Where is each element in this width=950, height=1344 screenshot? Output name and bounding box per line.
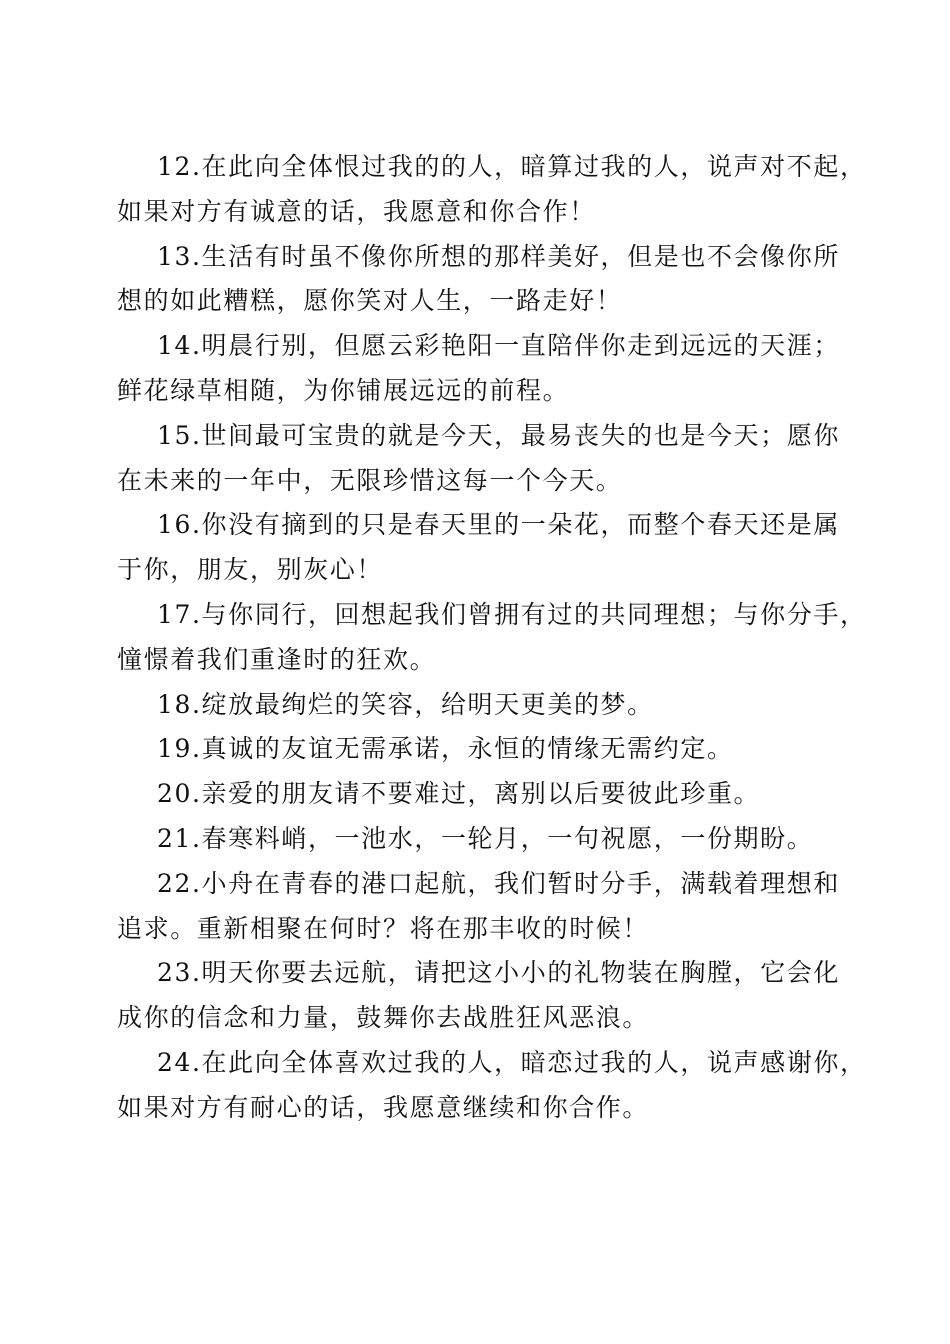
paragraph-line: 在未来的一年中，无限珍惜这每一个今天。: [117, 465, 623, 495]
paragraph-line: 成你的信念和力量，鼓舞你去战胜狂风恶浪。: [117, 1003, 650, 1033]
paragraph-line: 24.在此向全体喜欢过我的人，暗恋过我的人，说声感谢你，: [157, 1047, 867, 1077]
document-page: [117, 145, 867, 1131]
paragraph: [117, 683, 857, 728]
paragraph: [117, 324, 857, 414]
paragraph-line: 鲜花绿草相随，为你铺展远远的前程。: [117, 375, 570, 405]
paragraph-line: 如果对方有诚意的话，我愿意和你合作！: [117, 196, 596, 226]
paragraph-line: 13.生活有时虽不像你所想的那样美好，但是也不会像你所: [157, 241, 840, 271]
paragraph: [117, 503, 857, 593]
paragraph: [117, 145, 867, 235]
paragraph: [117, 235, 857, 325]
paragraph-line: 于你，朋友，别灰心！: [117, 555, 384, 585]
paragraph-line: 追求。重新相聚在何时？将在那丰收的时候！: [117, 913, 650, 943]
paragraph: [117, 772, 857, 817]
paragraph-line: 憧憬着我们重逢时的狂欢。: [117, 644, 437, 674]
paragraph: [117, 951, 857, 1041]
paragraph-line: 22.小舟在青春的港口起航，我们暂时分手，满载着理想和: [157, 868, 840, 898]
paragraph-line: 19.真诚的友谊无需承诺，永恒的情缘无需约定。: [157, 734, 734, 764]
paragraph-line: 21.春寒料峭，一池水，一轮月，一句祝愿，一份期盼。: [157, 823, 814, 853]
paragraph-line: 16.你没有摘到的只是春天里的一朵花，而整个春天还是属: [157, 510, 840, 540]
paragraph-line: 20.亲爱的朋友请不要难过，离别以后要彼此珍重。: [157, 779, 761, 809]
paragraph-line: 23.明天你要去远航，请把这小小的礼物装在胸膛，它会化: [157, 958, 840, 988]
paragraph-line: 18.绽放最绚烂的笑容，给明天更美的梦。: [157, 689, 654, 719]
paragraph-line: 15.世间最可宝贵的就是今天，最易丧失的也是今天；愿你: [157, 420, 840, 450]
paragraph: [117, 727, 857, 772]
paragraph-line: 12.在此向全体恨过我的的人，暗算过我的人，说声对不起，: [157, 152, 867, 181]
paragraph-line: 17.与你同行，回想起我们曾拥有过的共同理想；与你分手，: [157, 599, 867, 629]
paragraph-line: 如果对方有耐心的话，我愿意继续和你合作。: [117, 1092, 650, 1122]
paragraph-line: 想的如此糟糕，愿你笑对人生，一路走好！: [117, 286, 623, 316]
paragraph: [117, 1041, 867, 1131]
paragraph: [117, 817, 857, 862]
paragraph: [117, 862, 857, 952]
paragraph: [117, 593, 867, 683]
paragraph: [117, 414, 857, 504]
paragraph-line: 14.明晨行别，但愿云彩艳阳一直陪伴你走到远远的天涯；: [157, 331, 840, 361]
